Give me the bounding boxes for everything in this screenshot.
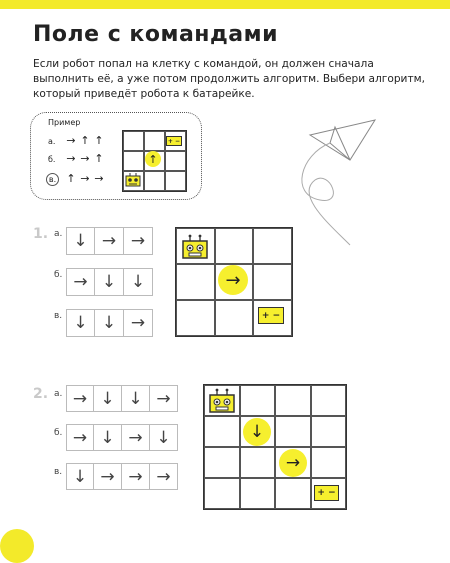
arrow-icon: ↓: [124, 268, 153, 296]
arrow-icon: →: [124, 227, 153, 255]
task2-option-b[interactable]: [66, 424, 178, 451]
task2-option-c[interactable]: [66, 463, 178, 490]
arrow-icon: →: [94, 463, 122, 490]
option-mark-circled: в.: [46, 173, 59, 186]
arrow-icon: →: [150, 463, 178, 490]
example-option-c[interactable]: [48, 172, 106, 186]
arrow-icon: ↓: [122, 385, 150, 412]
arrow-icon: ↓: [95, 309, 124, 337]
arrow-icon: ↓: [66, 309, 95, 337]
robot-icon: [125, 172, 141, 187]
arrow-icon: →: [94, 172, 104, 185]
example-label: Пример: [48, 118, 81, 127]
arrow-icon: →: [66, 424, 94, 451]
command-arrow-icon: →: [218, 265, 248, 295]
arrow-icon: →: [80, 152, 90, 165]
arrow-icon: ↑: [94, 152, 104, 165]
arrow-icon: →: [95, 227, 124, 255]
arrow-icon: ↑: [66, 172, 76, 185]
arrow-icon: →: [150, 385, 178, 412]
option-mark: в.: [54, 467, 63, 477]
arrow-icon: →: [66, 152, 76, 165]
task1-option-b[interactable]: [66, 268, 153, 296]
option-mark: б.: [54, 270, 63, 280]
task1-option-a[interactable]: [66, 227, 153, 255]
battery-icon: + −: [258, 307, 284, 324]
arrow-icon: ↑: [80, 134, 90, 147]
arrow-icon: →: [66, 385, 94, 412]
arrow-icon: ↑: [94, 134, 104, 147]
arrow-icon: →: [122, 463, 150, 490]
robot-icon: [208, 388, 236, 414]
example-option-a[interactable]: [48, 134, 106, 148]
option-mark: б.: [54, 428, 63, 438]
page-number-badge: [0, 529, 34, 563]
arrow-icon: →: [66, 268, 95, 296]
arrow-icon: ↓: [66, 463, 94, 490]
paper-plane-icon: [290, 115, 410, 255]
command-arrow-icon: ↑: [145, 151, 161, 167]
option-mark: б.: [48, 154, 56, 164]
task2-option-a[interactable]: [66, 385, 178, 412]
arrow-icon: →: [66, 134, 76, 147]
battery-icon: + −: [167, 137, 181, 145]
option-mark: в.: [54, 311, 63, 321]
option-mark: а.: [48, 136, 56, 146]
arrow-icon: ↓: [66, 227, 95, 255]
arrow-icon: →: [122, 424, 150, 451]
command-arrow-right-icon: →: [279, 449, 307, 477]
robot-icon: [181, 234, 209, 260]
option-mark: а.: [54, 229, 63, 239]
arrow-icon: ↓: [150, 424, 178, 451]
page-title: Поле с командами: [33, 22, 279, 47]
arrow-icon: →: [80, 172, 90, 185]
arrow-icon: ↓: [94, 424, 122, 451]
battery-icon: + −: [314, 485, 339, 501]
arrow-icon: ↓: [95, 268, 124, 296]
top-accent-bar: [0, 0, 450, 9]
command-arrow-down-icon: ↓: [243, 418, 271, 446]
example-option-b[interactable]: [48, 152, 106, 166]
task-number: 1.: [33, 226, 49, 242]
arrow-icon: →: [124, 309, 153, 337]
arrow-icon: ↓: [94, 385, 122, 412]
task-number: 2.: [33, 386, 49, 402]
task-instructions: Если робот попал на клетку с командой, он должен сначала выполнить её, а уже потом продолжить алгоритм. Выбери алгоритм, который приведёт робота к батарейке.: [33, 58, 425, 100]
task1-option-c[interactable]: [66, 309, 153, 337]
option-mark: а.: [54, 389, 63, 399]
